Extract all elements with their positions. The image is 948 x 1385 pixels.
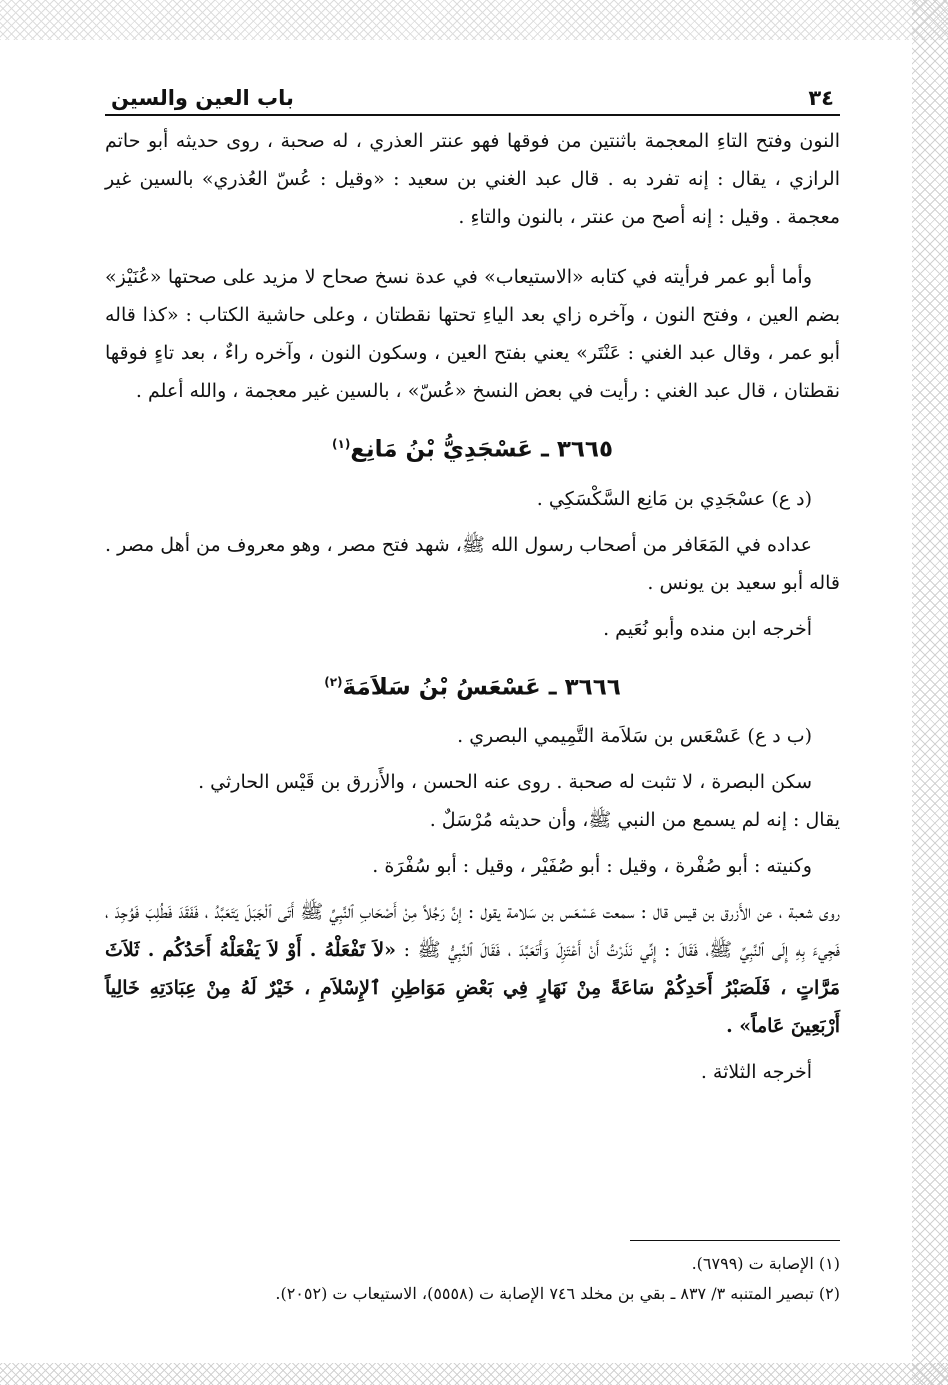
entry-3665-line-3: أخرجه ابن منده وأبو نُعَيم .: [603, 617, 812, 640]
decorative-border-right: [912, 0, 948, 1385]
entry-3666-heading: ٣٦٦٦ ـ عَسْعَسُ بْنُ سَلاَمَةَ: [342, 674, 621, 701]
footnotes: [105, 1240, 840, 1309]
footnote-separator: [630, 1240, 840, 1241]
entry-3666-line-3: يقال : إنه لم يسمع من النبي ﷺ، وأن حديثه مُرْسَلٌ .: [429, 809, 840, 832]
entry-3666-line-6: أخرجه الثلاثة .: [700, 1061, 812, 1084]
running-title: باب العين والسين: [111, 86, 294, 110]
entry-3666-line-1: (ب د ع) عَسْعَس بن سَلاَمة التَّمِيمي البصري .: [457, 725, 812, 748]
running-header: [105, 72, 840, 116]
entry-3666-title: [105, 662, 840, 708]
entry-3666-line-2: سكن البصرة ، لا تثبت له صحبة . روى عنه الحسن ، والأَزرق بن قَيْس الحارثي .: [198, 771, 812, 794]
hadith-text: «لاَ تَفْعَلْهُ . أَوْ لاَ يَفْعَلْهُ أَحَدُكُم . ثَلاَثَ مَرَّاتٍ ، فَلَصَبْرُ أَحَدِكُمْ سَاعَةً مِنْ نَهَارٍ فِي بَعْضِ مَوَاطِنِ ٱلإِسْلاَمِ ، خَيْرٌ لَهُ مِنْ عِبَادَتِهِ خَالِياً أَرْبَعِينَ عَاماً» .: [105, 939, 840, 1038]
entry-3665-line-2: عداده في المَعَافر من أصحاب رسول الله ﷺ، شهد فتح مصر ، وهو معروف من أهل مصر . قاله أبو سعيد بن يونس .: [105, 533, 840, 594]
page-body: [105, 72, 840, 1099]
entry-3665-line-1: (د ع) عسْجَدِي بن مَانِع السَّكْسَكِي .: [536, 487, 812, 510]
entry-3665-title: [105, 424, 840, 470]
page-number: ٣٤: [808, 86, 834, 110]
footnote-marker-1: (١): [332, 437, 351, 451]
intro-paragraph-1: النون وفتح التاءِ المعجمة باثنتين من فوقها فهو عنتر العذري ، له صحبة ، روى حديثه أبو حاتم الرازي ، يقال : إنه تفرد به . قال عبد الغني بن سعيد : «وقيل : عُسّ العُذري» بالسين غير معجمة . وقيل : إنه أصح من عنتر ، بالنون والتاءِ .: [105, 130, 840, 228]
entry-3666-hadith: [105, 893, 840, 1045]
intro-paragraph-2: وأما أبو عمر فرأيته في كتابه «الاستيعاب» في عدة نسخ صحاح لا مزيد على صحتها «عُنَيْز» بضم العين ، وفتح النون ، وآخره زاي بعد الياءِ تحتها نقطتان ، وعلى حاشية الكتاب : «كذا قاله أبو عمر ، وقال عبد الغني : عَنْتَر» يعني بفتح العين ، وسكون النون ، وآخره راءٌ ، بعد تاءٍ فوقها نقطتان ، قال عبد الغني : رأيت في بعض النسخ «عُسّ» ، بالسين غير معجمة ، والله أعلم .: [105, 266, 840, 402]
footnote-marker-2: (٢): [324, 674, 343, 689]
entry-3666-line-4: وكنيته : أبو صُفْرة ، وقيل : أبو صُفَيْر ، وقيل : أبو سُفْرَة .: [372, 855, 812, 878]
decorative-border-top: [0, 0, 948, 40]
decorative-border-bottom: [0, 1363, 948, 1385]
footnote-1: (١) الإصابة ت (٦٧٩٩).: [691, 1254, 840, 1273]
entry-3665-heading: ٣٦٦٥ ـ عَسْجَدِيُّ بْنُ مَانِع: [350, 436, 613, 463]
footnote-2: (٢) تبصير المتنبه ٣/ ٨٣٧ ـ بقي بن مخلد ٧٤٦ الإصابة ت (٥٥٥٨)، الاستيعاب ت (٢٠٥٢).: [275, 1284, 840, 1303]
hadith-chain: روى شعبة ، عن الأَزرق بن قيس قال : سمعت عَسْعَس بن سَلامة يقول : إنَّ رَجُلاً مِنْ أَصْحَابِ ٱلنَّبِيِّ ﷺ أَتَى ٱلْجَبَلَ يَتَعَبَّدُ ، فَفَقَدَ فَطُلِبَ فَوُجِدَ ، فَجِيءَ بِهِ إِلَى ٱلنَّبِيِّ ﷺ، فَقَالَ : إِنِّي نَذَرْتُ أَنْ أَعْتَزِلَ وَأَتَعَبَّدَ ، فَقَالَ ٱلنَّبِيُّ ﷺ :: [105, 901, 840, 962]
